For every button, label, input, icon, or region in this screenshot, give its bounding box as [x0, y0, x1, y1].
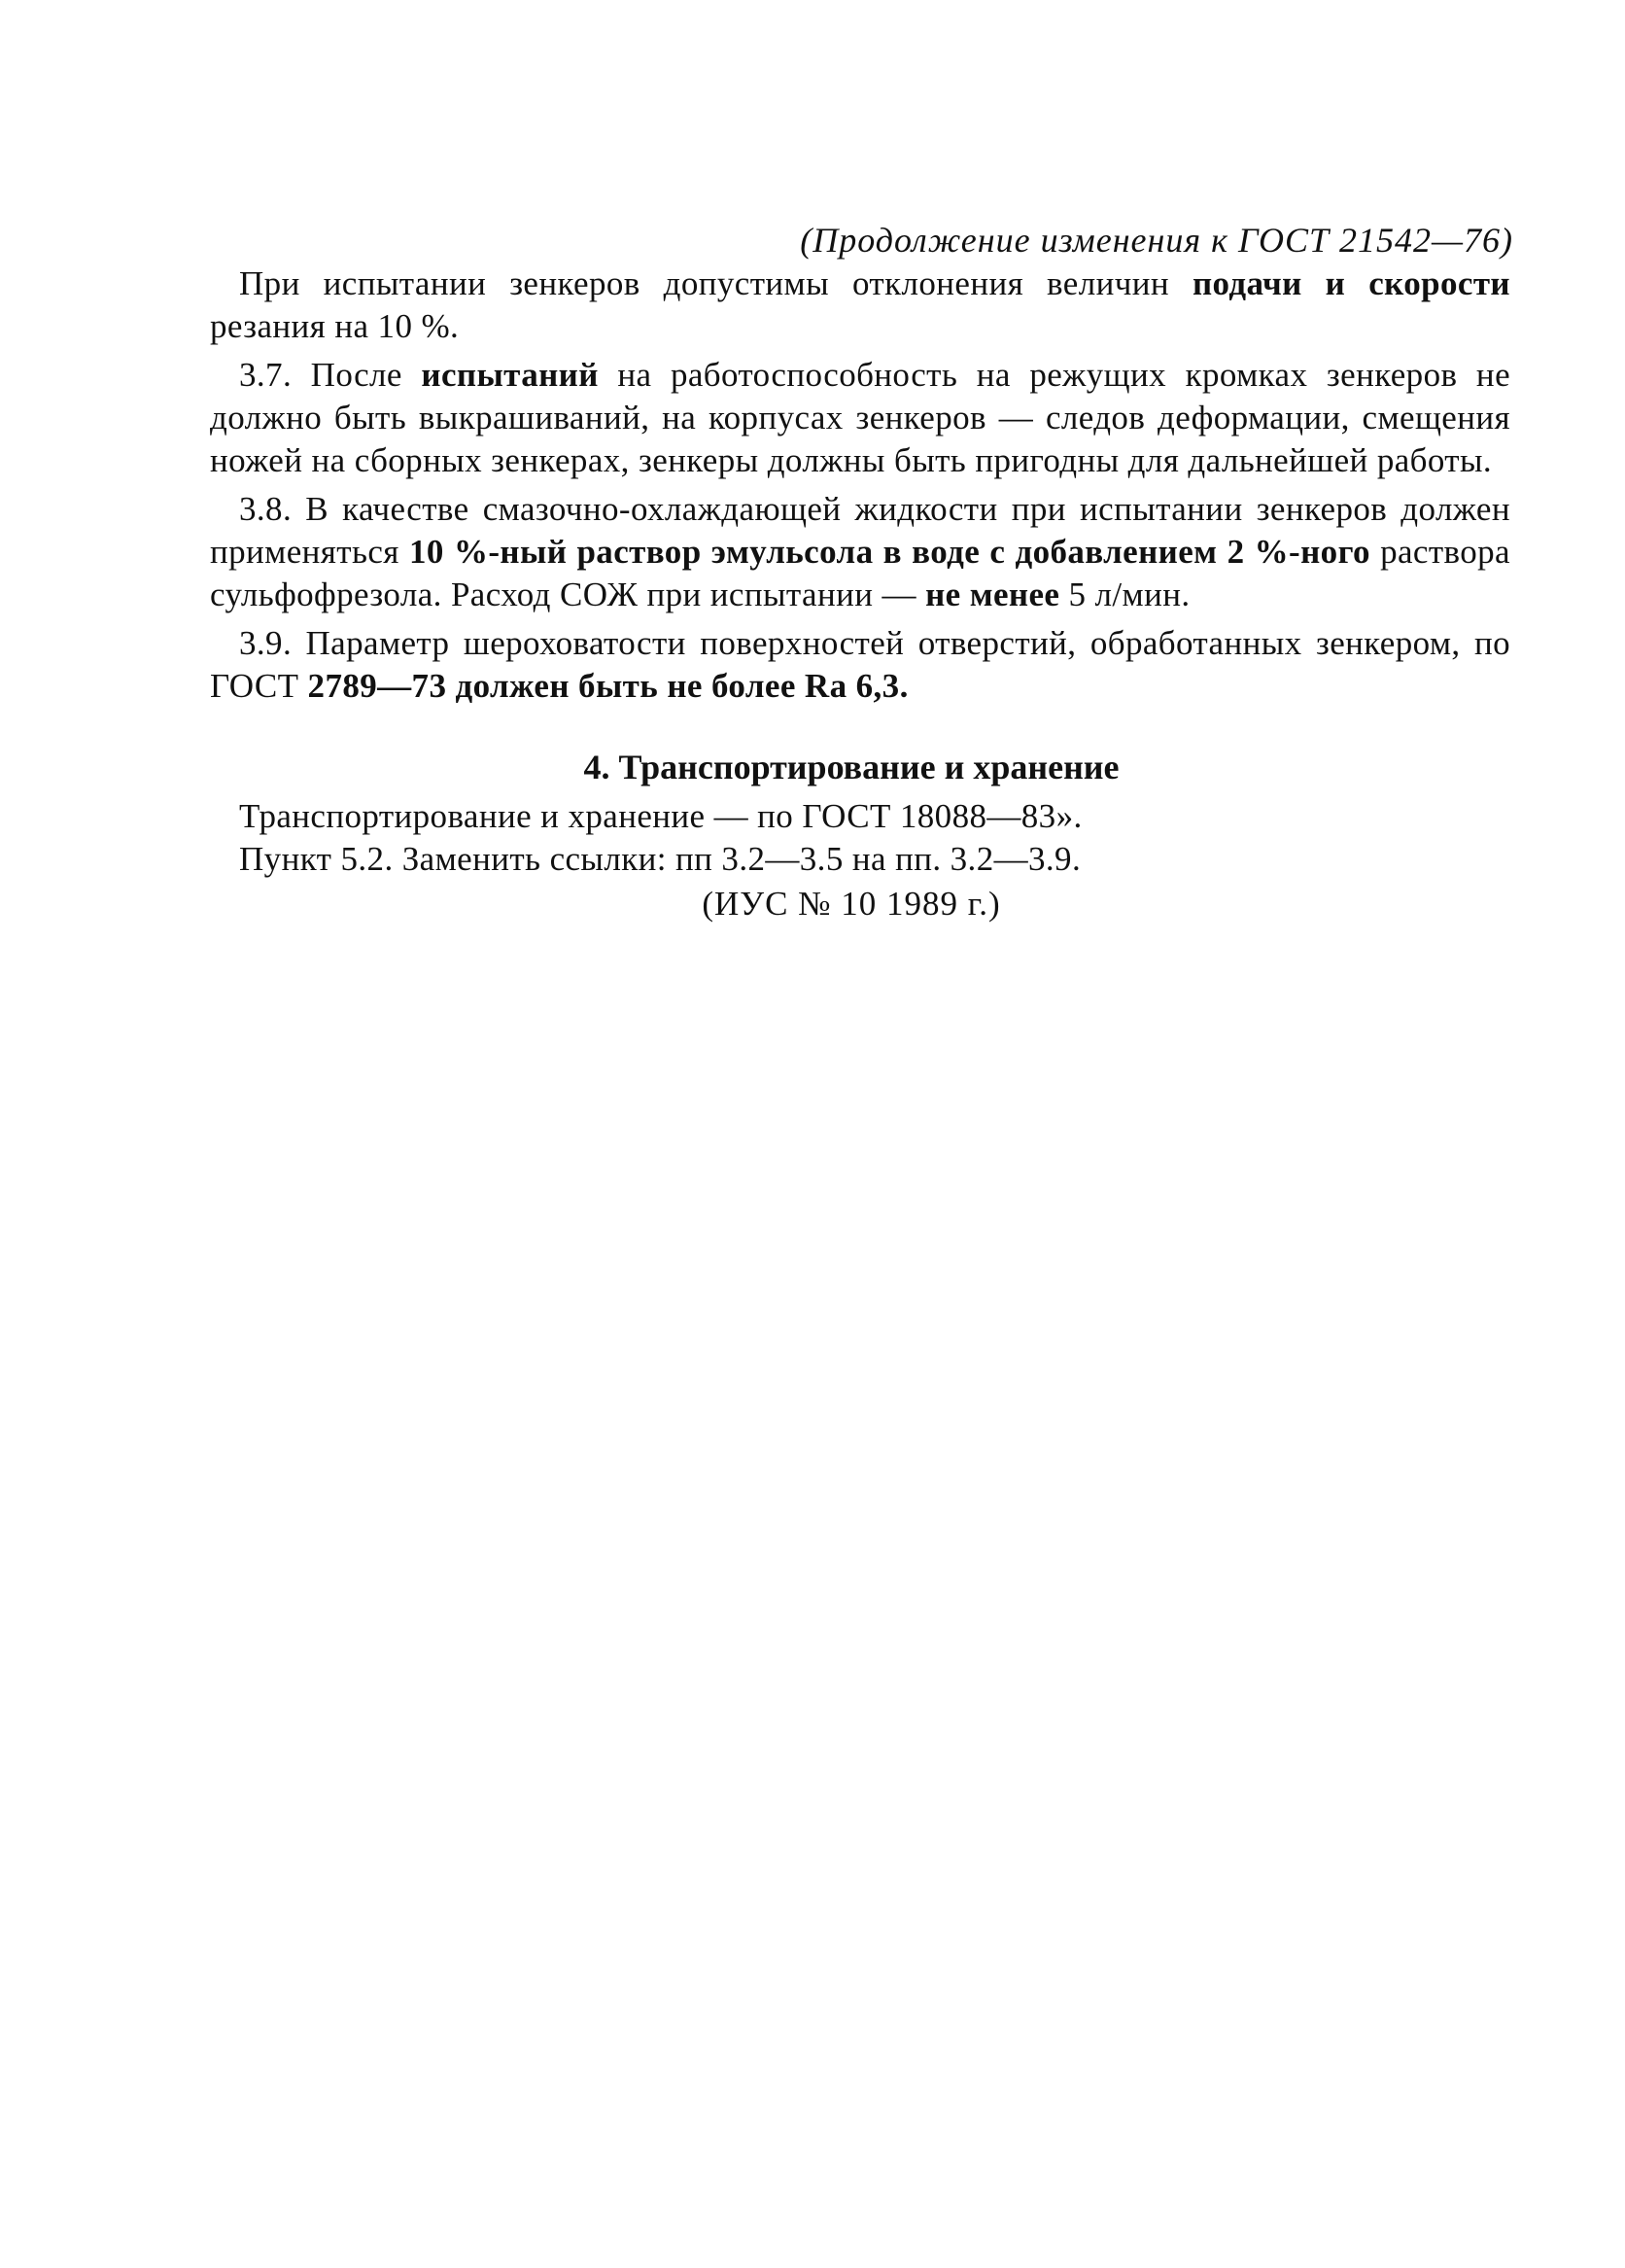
p3-tail: раствора сульфофрезола. Расход СОЖ при испытании — — [210, 533, 1510, 613]
ius-reference: (ИУС № 10 1989 г.) — [702, 885, 1001, 923]
p2-emph: испытаний — [421, 356, 599, 394]
p3-start: 3.8. В качестве смазочно-охлаждающей жидкости при испытании зенкеров должен применяться — [210, 490, 1510, 571]
p1-emph: подачи и скорости — [1192, 264, 1510, 302]
p4-start: 3.9. Параметр шероховатости поверхностей отверстий, обработанных зенкером, по ГОСТ — [210, 624, 1510, 705]
p3-emph: 10 %-ный раствор эмульсола в воде с добавлением 2 %-ного — [408, 533, 1370, 571]
paragraph-3-9 — [210, 622, 1510, 708]
p2-start: 3.7. После — [239, 356, 422, 394]
section-heading-transport: 4. Транспортирование и хранение — [583, 748, 1120, 786]
paragraph-3-8 — [210, 488, 1510, 616]
p1-text: При испытании зенкеров допустимы отклонения величин — [239, 264, 1193, 302]
p3-tail2: 5 л/мин. — [1059, 576, 1191, 613]
p2-text: на работоспособность на режущих кромках зенкеров не должно быть выкрашиваний, на корпусах зенкеров — следов деформации, смещения ножей на сборных зенкерах, зенкеры должны быть пригодны для дальнейшей работы. — [210, 356, 1511, 479]
punkt-line: Пункт 5.2. Заменить ссылки: пп 3.2—3.5 на пп. 3.2—3.9. — [239, 840, 1082, 878]
transport-line: Транспортирование и хранение — по ГОСТ 18088—83». — [239, 797, 1083, 835]
paragraph-3-7 — [210, 354, 1510, 482]
p3-emph2: не менее — [925, 576, 1060, 613]
p1-tail: резания на 10 %. — [210, 307, 460, 345]
continuation-header: (Продолжение изменения к ГОСТ 21542—76) — [800, 221, 1513, 260]
body-text — [210, 262, 1510, 708]
p4-emph: 2789—73 должен быть не более Ra 6,3. — [307, 667, 909, 705]
paragraph-tolerances — [210, 262, 1510, 348]
